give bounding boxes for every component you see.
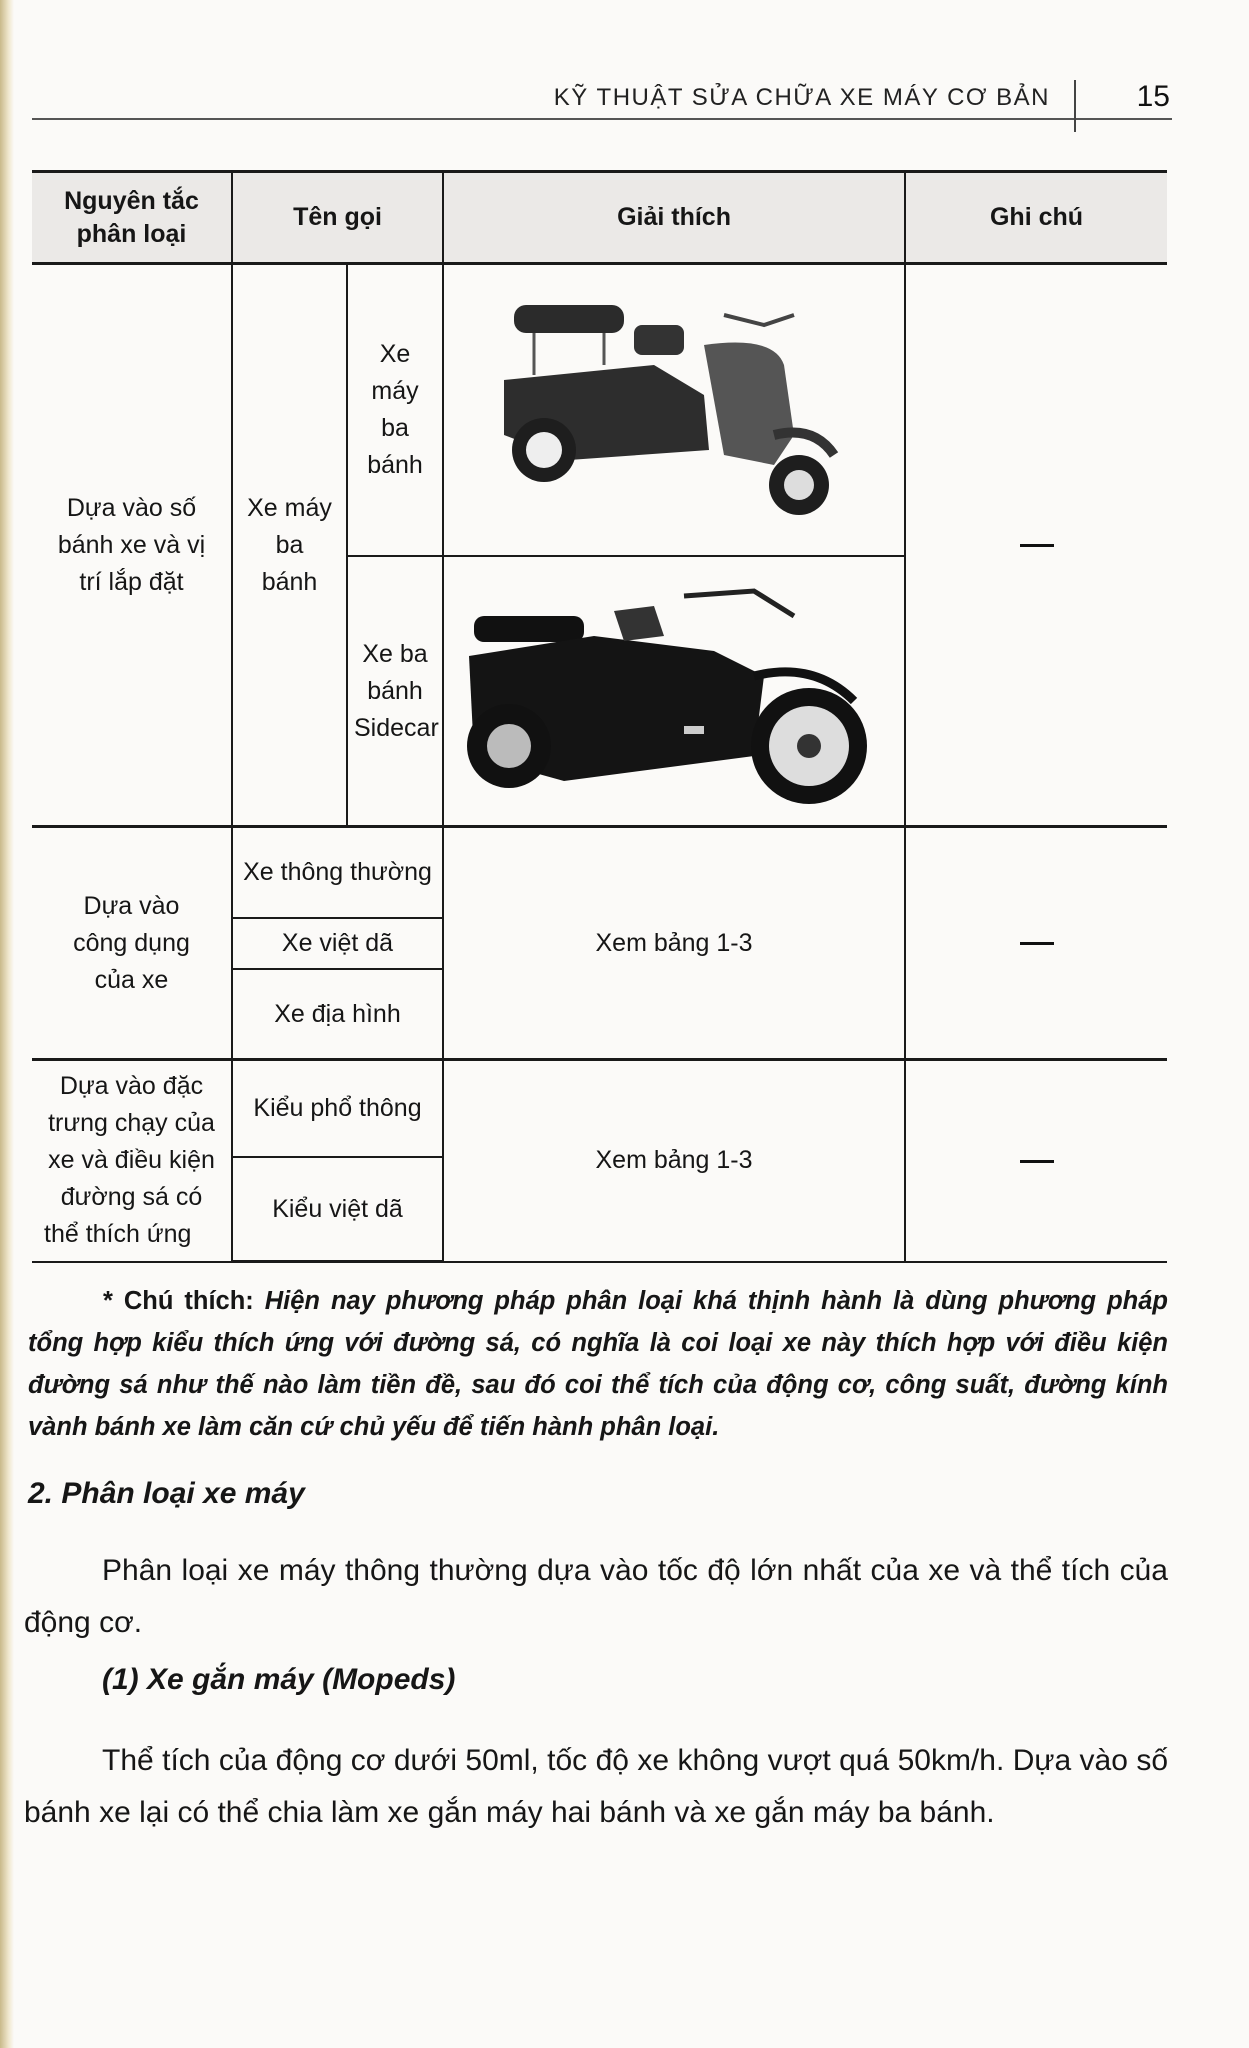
footnote-label: * Chú thích:: [103, 1287, 254, 1315]
section-intro-paragraph: Phân loại xe máy thông thường dựa vào tốc độ lớn nhất của xe và thể tích của động cơ.: [24, 1554, 1168, 1639]
name-cell: Xe máy ba bánh: [232, 264, 347, 827]
table-row: [32, 264, 1167, 557]
sidecar-motorcycle-photo: [454, 566, 894, 816]
name-cell: Xe địa hình: [232, 969, 443, 1060]
book-spine-edge: [0, 0, 14, 2048]
table-footnote: [28, 1280, 1168, 1448]
note-cell: [905, 264, 1167, 827]
classification-table: [32, 170, 1167, 1263]
table-row: [32, 1060, 1167, 1158]
footnote-text: Hiện nay phương pháp phân loại khá thịnh hành là dùng phương pháp tổng hợp kiểu thích ứng với đường sá, có nghĩa là coi loại xe này thích hợp với điều kiện đường sá như thế nào làm tiền đề, sau đó coi thể tích của động cơ, công suất, đường kính vành bánh xe làm căn cứ chủ yếu để tiến hành phân loại.: [28, 1287, 1168, 1441]
book-title: KỸ THUẬT SỬA CHỮA XE MÁY CƠ BẢN: [553, 84, 1050, 111]
three-wheel-scooter-photo: [474, 285, 874, 535]
header-divider: [1074, 80, 1076, 132]
principle-cell: Dựa vào số bánh xe và vị trí lắp đặt: [32, 264, 232, 827]
name-cell: Kiểu phổ thông: [232, 1060, 443, 1158]
name-cell: Kiểu việt dã: [232, 1157, 443, 1262]
explanation-cell: Xem bảng 1-3: [443, 827, 905, 1060]
note-cell: [905, 827, 1167, 1060]
note-cell: [905, 1060, 1167, 1262]
column-header-name: Tên gọi: [232, 172, 443, 264]
section-heading: 2. Phân loại xe máy: [28, 1477, 305, 1510]
subsection-body-paragraph: Thể tích của động cơ dưới 50ml, tốc độ xe không vượt quá 50km/h. Dựa vào số bánh xe lại có thể chia làm xe gắn máy hai bánh và xe gắn máy ba bánh.: [24, 1744, 1168, 1829]
column-header-note: Ghi chú: [905, 172, 1167, 264]
column-header-explanation: Giải thích: [443, 172, 905, 264]
name-cell: Xe việt dã: [232, 918, 443, 969]
subtype-cell: Xe ba bánh Sidecar: [347, 556, 443, 827]
principle-cell: Dựa vào công dụng của xe: [32, 827, 232, 1060]
column-header-principle: Nguyên tắc phân loại: [32, 172, 232, 264]
dash-symbol: [1020, 942, 1054, 945]
running-header: [32, 78, 1172, 120]
subsection-heading: (1) Xe gắn máy (Mopeds): [102, 1663, 456, 1696]
table-row: [32, 827, 1167, 919]
image-cell: [443, 264, 905, 557]
image-cell: [443, 556, 905, 827]
principle-cell: Dựa vào đặc trưng chạy của xe và điều kiện đường sá có thể thích ứng: [32, 1060, 232, 1262]
name-cell: Xe thông thường: [232, 827, 443, 919]
subtype-cell: Xe máy ba bánh: [347, 264, 443, 557]
dash-symbol: [1020, 544, 1054, 547]
table-header-row: [32, 172, 1167, 264]
dash-symbol: [1020, 1160, 1054, 1163]
explanation-cell: Xem bảng 1-3: [443, 1060, 905, 1262]
page-number: 15: [1136, 80, 1170, 113]
